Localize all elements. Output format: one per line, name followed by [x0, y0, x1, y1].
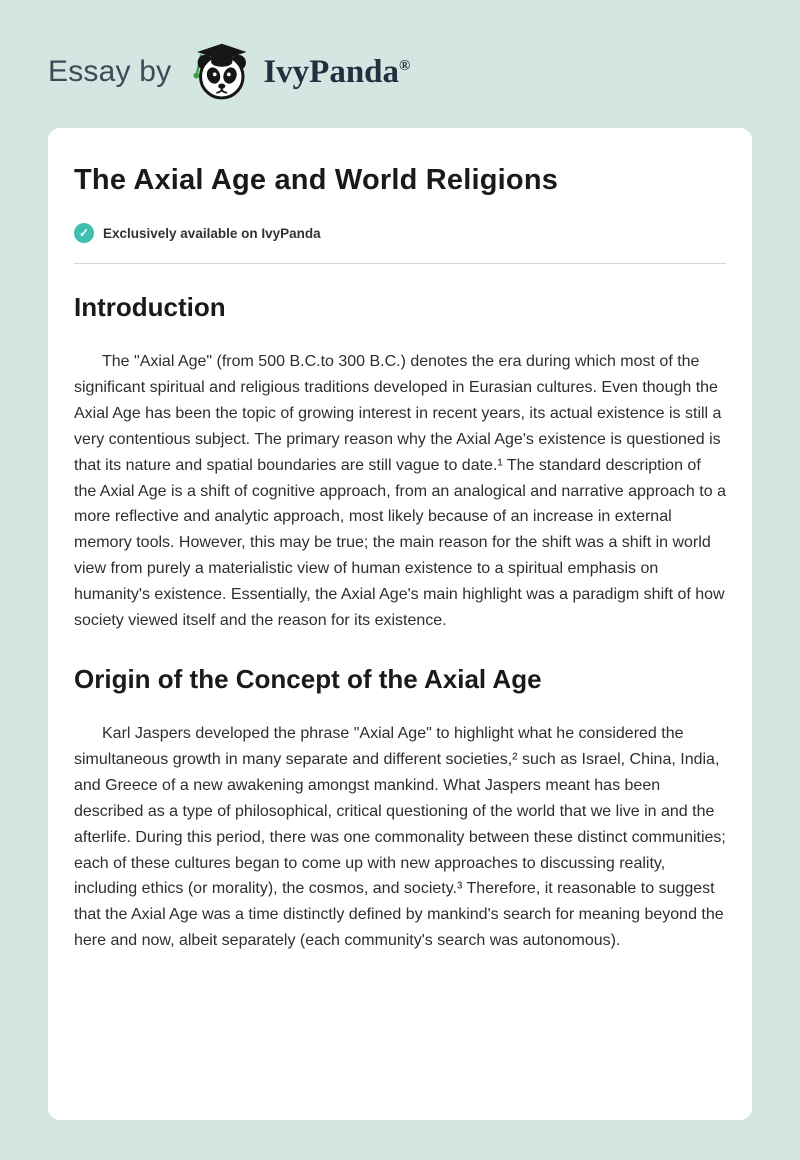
brand-text: IvyPanda	[263, 53, 400, 90]
registered-mark: ®	[399, 57, 411, 74]
essay-card	[48, 128, 752, 1120]
section-heading: Origin of the Concept of the Axial Age	[74, 663, 542, 694]
essay-title: The Axial Age and World Religions	[74, 164, 559, 196]
brand-name	[263, 54, 410, 91]
paragraph: The "Axial Age" (from 500 B.C.to 300 B.C.) denotes the era during which most of the significant spiritual and religious traditions developed in Eurasian cultures. Even though the Axial Age has been the topic of growing interest in recent years, its actual existence is still a very contentious subject. The primary reason why the Axial Age's existence is questioned is that its nature and spatial boundaries are still vague to date.¹ The standard description of the Axial Age is a shift of cognitive approach, from an analogical and narrative approach to a more reflective and analytic approach, most likely because of an increase in external memory tools. However, this may be true; the main reason for the shift was a shift in world view from purely a materialistic view of human existence to a spiritual emphasis on humanity's existence. Essentially, the Axial Age's main highlight was a paradigm shift of how society viewed itself and the reason for its existence.	[74, 353, 726, 630]
badge-text: Exclusively available on IvyPanda	[103, 225, 321, 241]
section-heading: Introduction	[74, 292, 226, 322]
essay-by-label: Essay by	[48, 55, 172, 88]
paragraph: Karl Jaspers developed the phrase "Axial Age" to highlight what he considered the simultaneous growth in many separate and different societies,² such as Israel, China, India, and Greece of a new awakening amongst mankind. What Jaspers meant has been described as a type of philosophical, critical questioning of the world that we live in and the afterlife. During this period, there was one commonality between these distinct communities; each of these cultures began to come up with new approaches to discussing reality, including ethics (or morality), the cosmos, and society.³ Therefore, it reasonable to suggest that the Axial Age was a time distinctly defined by mankind's search for meaning beyond the here and now, albeit separately (each community's search was autonomous).	[74, 724, 726, 950]
site-header	[0, 0, 800, 104]
exclusive-badge	[74, 223, 726, 243]
check-icon: ✓	[74, 223, 94, 243]
ivypanda-logo	[187, 42, 410, 102]
essay-sections	[74, 292, 726, 954]
divider	[74, 263, 726, 264]
panda-icon	[187, 42, 253, 102]
